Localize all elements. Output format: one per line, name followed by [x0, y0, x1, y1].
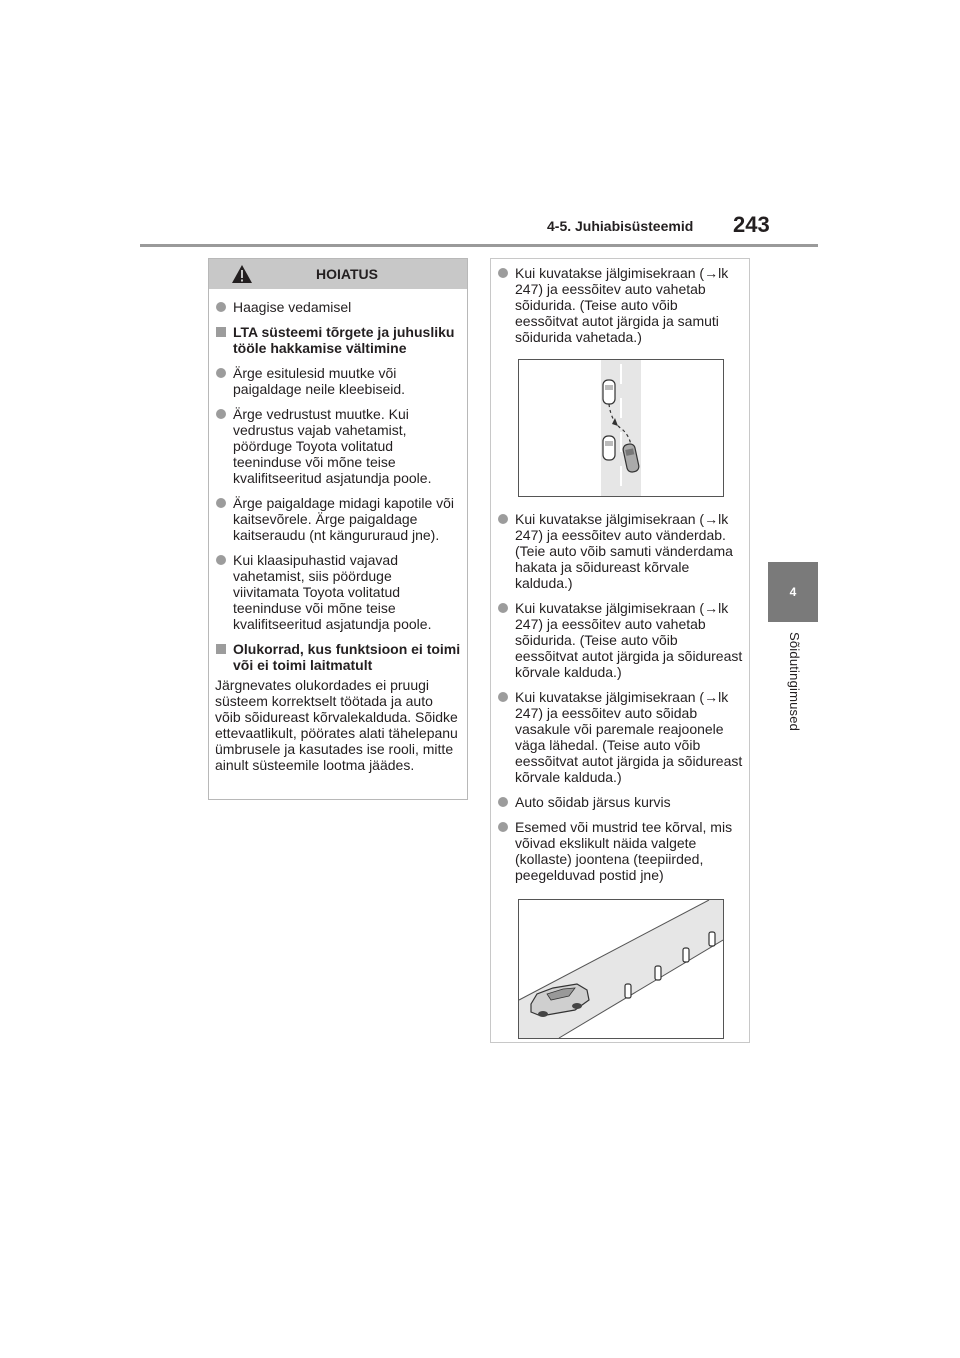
warning-item-text: Ärge vedrustust muutke. Kui vedrustus vajab vahetamist, pöörduge Toyota volitatud teeninduse või mõne teise kvalifitseeritud asjatundja poole. — [233, 406, 432, 486]
warning-heading — [215, 641, 461, 673]
warning-paragraph: Järgnevates olukordades ei pruugi süsteem korrektselt töötada ja auto võib sõidureast kõrvalekalduda. Sõidke ettevaatlikult, pöörates alati tähelepanu ümbrusele ja kasutades ise rooli, mitte ainult süsteemile lootma jäädes. — [215, 677, 458, 773]
list-item-text: Kui kuvatakse jälgimisekraan (→lk 247) ja eessõitev auto vahetab sõidurida. (Teise auto võib eessõitvat autot järgida ja sõidureast kõrvale kalduda.) — [515, 600, 743, 680]
bullet-dot — [216, 302, 226, 312]
list-item — [497, 511, 743, 591]
bullet-square — [216, 644, 226, 654]
bullet-dot — [498, 268, 508, 278]
warning-item-text: Ärge paigaldage midagi kapotile või kaitsevõrele. Ärge paigaldage kaitseraudu (nt kängururaud jne). — [233, 495, 455, 543]
warning-item — [215, 365, 461, 397]
list-item-text: Esemed või mustrid tee kõrval, mis võivad ekslikult näida valgete (kollaste) joontena (teepiirded, peegelduvad postid jne) — [515, 819, 733, 883]
bullet-dot — [216, 409, 226, 419]
warning-icon — [231, 264, 253, 284]
warning-item-text: Haagise vedamisel — [233, 299, 352, 315]
list-item — [497, 689, 743, 785]
warning-item — [215, 495, 461, 543]
roadside-posts-figure — [518, 899, 724, 1039]
section-title: 4-5. Juhiabisüsteemid — [547, 218, 694, 234]
warning-item-text: Kui klaasipuhastid vajavad vahetamist, siis pöörduge viivitamata Toyota volitatud teeninduse või mõne teise kvalifitseeritud asjatundja poole. — [233, 552, 432, 632]
warning-heading — [215, 324, 461, 356]
bullet-dot — [216, 555, 226, 565]
lane-change-illustration — [519, 360, 723, 496]
list-item — [497, 265, 743, 345]
warning-box — [208, 258, 468, 800]
list-item — [497, 794, 743, 810]
own-car-icon — [603, 436, 615, 460]
bullet-square — [216, 327, 226, 337]
warning-item — [215, 406, 461, 486]
warning-heading-text: LTA süsteemi tõrgete ja juhusliku tööle hakkamise vältimine — [233, 324, 455, 356]
bullet-dot — [498, 603, 508, 613]
bullet-dot — [498, 692, 508, 702]
warning-item-text: Ärge esitulesid muutke või paigaldage neile kleebiseid. — [233, 365, 406, 397]
header-rule — [140, 244, 818, 247]
page-number: 243 — [733, 212, 770, 237]
right-box — [490, 258, 750, 1043]
bullet-dot — [498, 514, 508, 524]
lead-car-icon — [603, 380, 615, 404]
chapter-title: Sõidutingimused — [787, 632, 802, 732]
bullet-dot — [216, 498, 226, 508]
list-item-text: Kui kuvatakse jälgimisekraan (→lk 247) ja eessõitev auto sõidab vasakule või paremale reajoonele väga lähedal. (Teise auto võib eessõitvat autot järgida ja sõidureast kõrvale kalduda.) — [515, 689, 743, 785]
list-item — [497, 819, 743, 883]
list-item-text: Kui kuvatakse jälgimisekraan (→lk 247) ja eessõitev auto vänderdab. (Teie auto võib samuti vänderdama hakata ja sõidureast kõrvale kalduda.) — [515, 511, 733, 591]
right-body — [491, 265, 749, 1039]
chapter-tab[interactable]: 4 — [768, 562, 818, 622]
bullet-dot — [216, 368, 226, 378]
warning-header — [209, 259, 467, 289]
warning-heading-text: Olukorrad, kus funktsioon ei toimi või ei toimi laitmatult — [233, 641, 461, 673]
list-item — [497, 600, 743, 680]
warning-item — [215, 552, 461, 632]
bullet-dot — [498, 797, 508, 807]
bullet-dot — [498, 822, 508, 832]
warning-body — [209, 289, 467, 773]
warning-title: HOIATUS — [316, 266, 378, 282]
list-item-text: Auto sõidab järsus kurvis — [515, 794, 671, 810]
warning-item — [215, 299, 461, 315]
roadside-posts-illustration — [519, 900, 723, 1038]
list-item-text: Kui kuvatakse jälgimisekraan (→lk 247) ja eessõitev auto vahetab sõidurida. (Teise auto võib eessõitvat autot järgida ja samuti sõidurida vahetada.) — [515, 265, 729, 345]
lane-change-figure — [518, 359, 724, 497]
